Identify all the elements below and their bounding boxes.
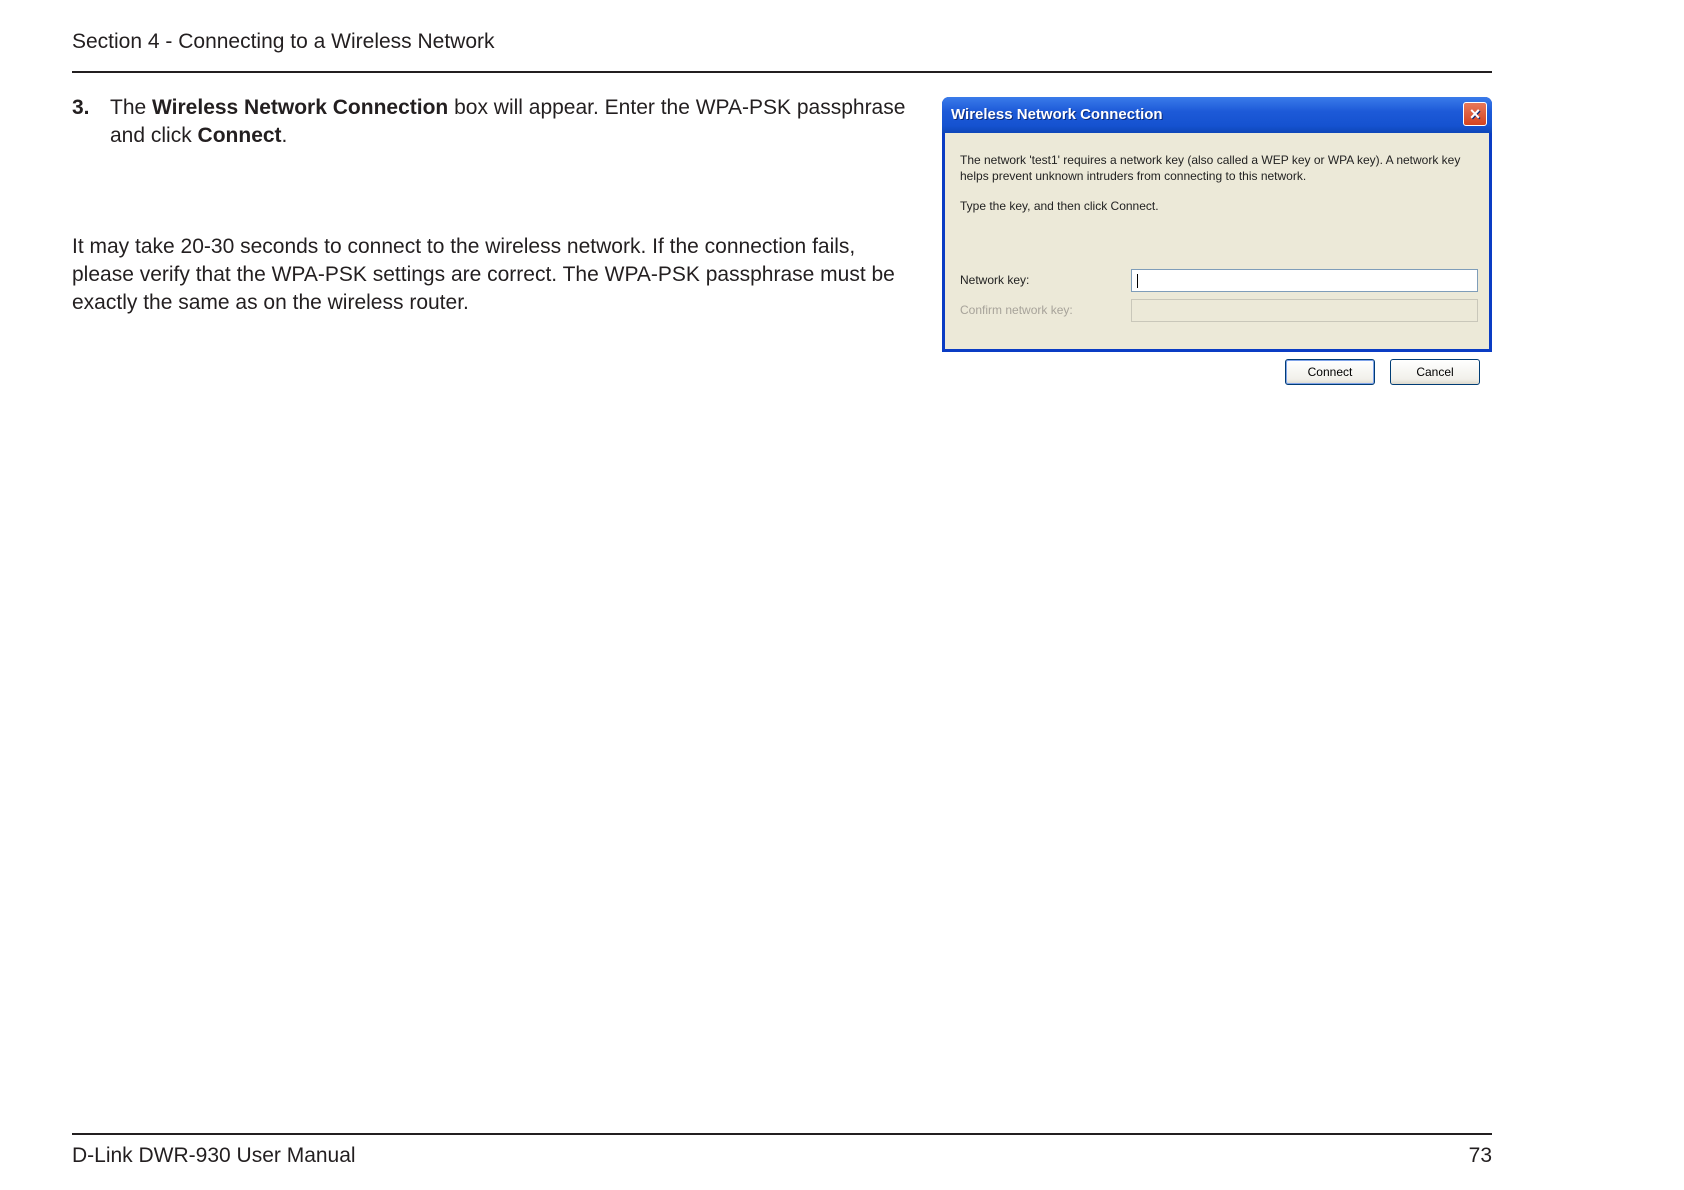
cancel-button[interactable]: Cancel — [1390, 359, 1480, 385]
text-caret — [1137, 274, 1138, 288]
manual-title: D-Link DWR-930 User Manual — [72, 1144, 356, 1167]
step-bold-2: Connect — [197, 124, 282, 147]
step-bold-1: Wireless Network Connection — [152, 96, 449, 119]
dialog-body — [960, 152, 1481, 379]
dialog-titlebar[interactable] — [942, 97, 1492, 133]
step-number: 3. — [72, 96, 90, 119]
dialog-message: The network 'test1' requires a network key (also called a WEP key or WPA key). A network key helps prevent unknown intruders from connecting to this network. — [960, 153, 1461, 183]
step-3 — [72, 94, 912, 150]
wireless-connection-dialog — [942, 97, 1492, 379]
footer-rule — [72, 1133, 1492, 1135]
page-number: 73 — [1468, 1144, 1492, 1167]
step-text-2: box will appear. Enter the WPA-PSK passphrase and click — [110, 96, 906, 147]
network-key-label: Network key: — [960, 273, 1030, 287]
dialog-title: Wireless Network Connection — [951, 106, 1163, 123]
header-rule — [72, 71, 1492, 73]
step-text — [110, 94, 912, 150]
network-key-input[interactable] — [1131, 269, 1478, 292]
connection-note: It may take 20-30 seconds to connect to the wireless network. If the connection fails, please verify that the WPA-PSK settings are correct. The WPA-PSK passphrase must be exactly the same as on the wireless router. — [72, 235, 895, 314]
confirm-key-label: Confirm network key: — [960, 303, 1073, 317]
confirm-key-input[interactable] — [1131, 299, 1478, 322]
step-text-3: . — [281, 124, 288, 147]
confirm-key-row — [960, 299, 1481, 323]
dialog-instruction: Type the key, and then click Connect. — [960, 199, 1159, 213]
connect-button[interactable]: Connect — [1285, 359, 1375, 385]
step-text-1: The — [110, 96, 153, 119]
close-icon[interactable]: × — [1463, 102, 1487, 126]
section-title: Section 4 - Connecting to a Wireless Network — [72, 30, 495, 53]
network-key-row — [960, 269, 1481, 293]
